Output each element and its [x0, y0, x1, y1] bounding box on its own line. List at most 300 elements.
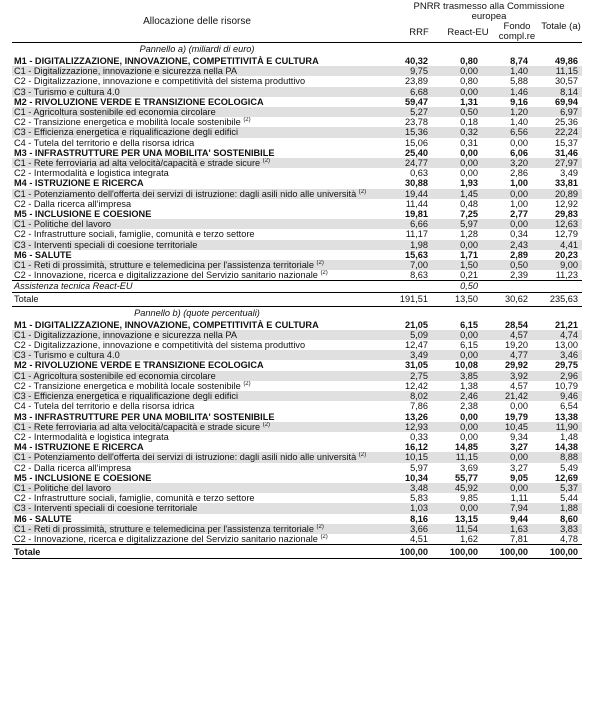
fondo-value: 2,86: [510, 168, 528, 179]
component-row-c1-potenziamento-dell-offerta-dei-serviz: [12, 452, 582, 462]
row-label-text: C2 - Innovazione, ricerca e digitalizzazione del Servizio sanitario nazionale: [14, 270, 318, 281]
row-label-text: Totale: [14, 546, 41, 557]
row-label: [12, 281, 382, 292]
totale-value: 6,97: [532, 107, 582, 117]
row-label-text: M1 - DIGITALIZZAZIONE, INNOVAZIONE, COMPETITIVITÀ E CULTURA: [14, 56, 319, 66]
rrf-value: 9,75: [382, 66, 432, 76]
header-col-react-eu: React-EU: [447, 27, 489, 38]
totale-value: 9,46: [532, 391, 582, 401]
row-label-text: C2 - Infrastrutture sociali, famiglie, comunità e terzo settore: [14, 493, 255, 504]
component-row-c1-rete-ferroviaria-ad-alta-velocit-capa: [12, 422, 582, 432]
fondo-value: 3,92: [482, 371, 532, 381]
rrf-value: 8,02: [382, 391, 432, 401]
empty-cell: [432, 43, 482, 56]
component-row-c1-reti-di-prossimit-strutture-e-telemed: [12, 524, 582, 534]
row-label: [12, 473, 382, 483]
fondo-value: 8,74: [510, 56, 528, 66]
panel-title-row: [12, 43, 582, 56]
rrf-value: 3,48: [382, 483, 432, 493]
fondo-value: 100,00: [482, 545, 532, 559]
rrf-value: 191,51: [382, 292, 432, 306]
rrf-value: 40,32: [405, 56, 428, 66]
row-label-text: C3 - Turismo e cultura 4.0: [14, 350, 120, 361]
mission-row-m2-rivoluzione-verde-e-transizione-ecolo: [12, 97, 582, 107]
totale-value: 4,78: [560, 533, 578, 544]
row-label: [12, 391, 382, 401]
totale-value: 235,63: [532, 292, 582, 306]
row-label-text: C1 - Reti di prossimità, strutture e telemedicina per l'assistenza territoriale: [14, 260, 314, 271]
totale-value: 11,15: [532, 66, 582, 76]
component-row-c2-dalla-ricerca-all-impresa: [12, 463, 582, 473]
row-label: [12, 240, 382, 250]
react-eu-value: 1,62: [460, 533, 478, 544]
react-eu-value: 0,00: [432, 158, 482, 168]
row-label: [12, 340, 382, 350]
row-label-text: C1 - Potenziamento dell'offerta dei servizi di istruzione: dagli asili nido alle università: [14, 188, 357, 199]
row-label: [12, 97, 382, 107]
rrf-value: 15,36: [382, 127, 432, 137]
fondo-value: 1,00: [510, 198, 528, 209]
fondo-value: 0,00: [510, 137, 528, 148]
rrf-value: 19,81: [405, 209, 428, 220]
rrf-value: 0,63: [410, 168, 428, 179]
row-label-text: C2 - Dalla ricerca all'impresa: [14, 198, 132, 209]
fondo-value: 2,39: [510, 270, 528, 281]
rrf-value: 7,00: [382, 260, 432, 270]
totale-value: 12,63: [532, 219, 582, 229]
row-label: [12, 107, 382, 117]
totale-value: 49,86: [555, 56, 578, 66]
totale-value: 29,83: [555, 209, 578, 220]
row-label-text: C2 - Transizione energetica e mobilità locale sostenibile: [14, 380, 241, 391]
row-label: [12, 209, 382, 219]
react-eu-value: 55,77: [455, 472, 478, 483]
fondo-value: 6,56: [482, 127, 532, 137]
totale-value: 4,74: [532, 330, 582, 340]
component-row-c1-politiche-del-lavoro: [12, 219, 582, 229]
react-eu-value: 0,00: [432, 87, 482, 97]
rrf-value: 8,16: [410, 513, 428, 524]
totale-value: 11,90: [532, 422, 582, 432]
totale-value: 33,81: [555, 178, 578, 189]
row-label: [12, 493, 382, 503]
rrf-value: 25,40: [405, 147, 428, 158]
allocation-table: [12, 43, 582, 559]
react-eu-value: 0,31: [460, 137, 478, 148]
fondo-value: 19,20: [505, 340, 528, 351]
totale-value: 4,41: [532, 240, 582, 250]
rrf-value: 21,05: [405, 319, 428, 330]
rrf-value: 19,44: [382, 189, 432, 199]
component-row-c2-digitalizzazione-innovazione-e-compet: [12, 340, 582, 350]
row-label-text: C1 - Rete ferroviaria ad alta velocità/capacità e strade sicure: [14, 421, 261, 432]
mission-row-m1-digitalizzazione-innovazione-competit: [12, 56, 582, 66]
row-label: [12, 219, 382, 229]
row-label: [12, 330, 382, 340]
react-eu-value: 6,15: [460, 340, 478, 351]
react-eu-value: 0,32: [432, 127, 482, 137]
fondo-value: 4,57: [482, 330, 532, 340]
footnote-marker: (2): [358, 188, 367, 195]
react-eu-value: 3,85: [432, 371, 482, 381]
fondo-value: 3,20: [482, 158, 532, 168]
mission-row-m5-inclusione-e-coesione: [12, 209, 582, 219]
header-col-fondo: Fondo compl.re: [498, 21, 536, 42]
component-row-c4-tutela-del-territorio-e-della-risorsa: [12, 401, 582, 411]
component-row-c2-infrastrutture-sociali-famiglie-comun: [12, 493, 582, 503]
fondo-value: 0,00: [482, 452, 532, 462]
fondo-value: 3,27: [510, 462, 528, 473]
component-row-c2-innovazione-ricerca-e-digitalizzazion: [12, 270, 582, 281]
react-eu-value: 0,48: [460, 198, 478, 209]
totale-value: 22,24: [532, 127, 582, 137]
rrf-value: 24,77: [382, 158, 432, 168]
component-row-c1-rete-ferroviaria-ad-alta-velocit-capa: [12, 158, 582, 168]
rrf-value: 1,98: [382, 240, 432, 250]
row-label-text: C1 - Politiche del lavoro: [14, 219, 112, 230]
component-row-c2-innovazione-ricerca-e-digitalizzazion: [12, 534, 582, 545]
fondo-value: 21,42: [482, 391, 532, 401]
component-row-c2-transizione-energetica-e-mobilit-loca: [12, 381, 582, 391]
fondo-value: 10,45: [482, 422, 532, 432]
rrf-value: [382, 281, 432, 292]
row-label: [12, 545, 382, 559]
mission-row-m2-rivoluzione-verde-e-transizione-ecolo: [12, 360, 582, 370]
rrf-value: 5,09: [382, 330, 432, 340]
row-label: [12, 117, 382, 127]
fondo-value: 29,92: [505, 360, 528, 371]
react-eu-value: 0,50: [432, 107, 482, 117]
row-label-text: M3 - INFRASTRUTTURE PER UNA MOBILITA' SOSTENIBILE: [14, 411, 275, 422]
fondo-value: 3,27: [510, 442, 528, 453]
row-label-text: Totale: [14, 294, 39, 305]
totale-value: 1,48: [560, 431, 578, 442]
fondo-value: 1,20: [482, 107, 532, 117]
component-row-c2-transizione-energetica-e-mobilit-loca: [12, 117, 582, 127]
table-body: [12, 43, 582, 559]
react-eu-value: 1,28: [460, 229, 478, 240]
rrf-value: 59,47: [405, 96, 428, 107]
react-eu-value: 11,54: [432, 524, 482, 534]
react-eu-value: 0,00: [460, 168, 478, 179]
mission-row-m1-digitalizzazione-innovazione-competit: [12, 320, 582, 330]
row-label-text: C2 - Intermodalità e logistica integrata: [14, 168, 169, 179]
row-label: [12, 534, 382, 545]
row-label-text: M4 - ISTRUZIONE E RICERCA: [14, 178, 144, 189]
rrf-value: 15,06: [405, 137, 428, 148]
component-row-c2-digitalizzazione-innovazione-e-compet: [12, 76, 582, 86]
row-label: [12, 168, 382, 178]
row-label-text: M4 - ISTRUZIONE E RICERCA: [14, 442, 144, 453]
footnote-marker: (2): [316, 260, 324, 266]
row-label-text: C1 - Politiche del lavoro: [14, 482, 112, 493]
mission-row-m3-infrastrutture-per-una-mobilita-soste: [12, 148, 582, 158]
totale-value: 5,37: [532, 483, 582, 493]
row-label-text: M3 - INFRASTRUTTURE PER UNA MOBILITA' SOSTENIBILE: [14, 147, 275, 158]
empty-cell: [482, 306, 532, 320]
row-label: [12, 422, 382, 432]
resource-allocation-sheet: [12, 2, 582, 559]
row-label: [12, 463, 382, 473]
footnote-marker: (2): [262, 421, 271, 428]
row-label: [12, 138, 382, 148]
react-eu-value: 13,50: [432, 292, 482, 306]
row-label-text: M5 - INCLUSIONE E COESIONE: [14, 472, 152, 483]
fondo-value: 0,00: [482, 189, 532, 199]
fondo-value: 9,05: [510, 472, 528, 483]
totale-value: 20,23: [555, 249, 578, 260]
react-eu-value: 1,31: [460, 96, 478, 107]
row-label: [12, 229, 382, 239]
fondo-value: 1,63: [482, 524, 532, 534]
react-eu-value: 0,00: [432, 66, 482, 76]
fondo-value: 7,94: [482, 503, 532, 513]
empty-cell: [382, 306, 432, 320]
row-label: [12, 412, 382, 422]
totale-value: 69,94: [555, 96, 578, 107]
row-label-text: C3 - Turismo e cultura 4.0: [14, 86, 120, 97]
row-label-text: M2 - RIVOLUZIONE VERDE E TRANSIZIONE ECOLOGICA: [14, 360, 264, 371]
react-eu-value: 0,00: [432, 240, 482, 250]
fondo-value: 0,00: [510, 401, 528, 412]
fondo-value: 5,88: [510, 76, 528, 87]
component-row-c2-intermodalit-e-logistica-integrata: [12, 432, 582, 442]
rrf-value: 2,75: [382, 371, 432, 381]
component-row-assistenza-tecnica-react-eu: [12, 281, 582, 292]
empty-cell: [382, 43, 432, 56]
component-row-c3-turismo-e-cultura-4-0: [12, 350, 582, 360]
row-label-text: C1 - Agricoltura sostenibile ed economia circolare: [14, 370, 216, 381]
fondo-value: 0,50: [482, 260, 532, 270]
row-label: [12, 442, 382, 452]
react-eu-value: 13,15: [455, 513, 478, 524]
rrf-value: 12,42: [405, 380, 428, 391]
mission-row-m3-infrastrutture-per-una-mobilita-soste: [12, 412, 582, 422]
row-label-text: C3 - Interventi speciali di coesione territoriale: [14, 503, 198, 514]
component-row-c3-efficienza-energetica-e-riqualificazi: [12, 391, 582, 401]
row-label: [12, 87, 382, 97]
fondo-value: 1,00: [510, 178, 528, 189]
rrf-value: 5,83: [410, 493, 428, 504]
react-eu-value: 1,38: [460, 380, 478, 391]
row-label: [12, 158, 382, 168]
totale-value: 2,96: [532, 371, 582, 381]
row-label: [12, 178, 382, 188]
row-label: [12, 260, 382, 270]
fondo-value: 1,40: [482, 66, 532, 76]
row-label-text: M1 - DIGITALIZZAZIONE, INNOVAZIONE, COMPETITIVITÀ E CULTURA: [14, 319, 319, 330]
row-label-text: C3 - Efficienza energetica e riqualificazione degli edifici: [14, 391, 239, 402]
react-eu-value: 1,71: [460, 249, 478, 260]
totale-value: 27,97: [532, 158, 582, 168]
rrf-value: 12,93: [382, 422, 432, 432]
react-eu-value: 14,85: [455, 442, 478, 453]
component-row-c2-dalla-ricerca-all-impresa: [12, 199, 582, 209]
react-eu-value: 0,21: [460, 270, 478, 281]
total-row-totale: [12, 545, 582, 559]
react-eu-value: 2,46: [432, 391, 482, 401]
row-label: [12, 371, 382, 381]
row-label-text: C2 - Digitalizzazione, innovazione e competitività del sistema produttivo: [14, 76, 306, 87]
rrf-value: 10,15: [382, 452, 432, 462]
rrf-value: 10,34: [405, 472, 428, 483]
row-label-text: M2 - RIVOLUZIONE VERDE E TRANSIZIONE ECOLOGICA: [14, 96, 264, 107]
row-label: [12, 524, 382, 534]
totale-value: 5,44: [560, 493, 578, 504]
fondo-value: [482, 281, 532, 292]
mission-row-m5-inclusione-e-coesione: [12, 473, 582, 483]
footnote-marker: (2): [358, 452, 367, 459]
header-col-rrf: RRF: [409, 27, 429, 38]
row-label: [12, 66, 382, 76]
row-label: [12, 270, 382, 281]
fondo-value: 7,81: [510, 533, 528, 544]
totale-value: 20,89: [532, 189, 582, 199]
row-label: [12, 189, 382, 199]
row-label: [12, 432, 382, 442]
fondo-value: 4,57: [510, 380, 528, 391]
fondo-value: 2,43: [482, 240, 532, 250]
row-label-text: C1 - Digitalizzazione, innovazione e sicurezza nella PA: [14, 66, 237, 77]
component-row-c1-digitalizzazione-innovazione-e-sicure: [12, 66, 582, 76]
row-label: [12, 360, 382, 370]
row-label-text: C2 - Intermodalità e logistica integrata: [14, 431, 169, 442]
row-label-text: C1 - Agricoltura sostenibile ed economia circolare: [14, 107, 216, 118]
row-label-text: C2 - Infrastrutture sociali, famiglie, comunità e terzo settore: [14, 229, 255, 240]
row-label-text: M6 - SALUTE: [14, 513, 72, 524]
rrf-value: 4,51: [410, 533, 428, 544]
react-eu-value: 0,00: [432, 422, 482, 432]
fondo-value: 9,44: [510, 513, 528, 524]
row-label-text: C1 - Reti di prossimità, strutture e telemedicina per l'assistenza territoriale: [14, 523, 314, 534]
total-row-totale: [12, 292, 582, 306]
component-row-c2-infrastrutture-sociali-famiglie-comun: [12, 229, 582, 239]
rrf-value: 23,89: [405, 76, 428, 87]
totale-value: 31,46: [555, 147, 578, 158]
react-eu-value: 9,85: [460, 493, 478, 504]
row-label: [12, 292, 382, 306]
react-eu-value: 0,50: [432, 281, 482, 292]
totale-value: 6,54: [560, 401, 578, 412]
rrf-value: 6,66: [382, 219, 432, 229]
rrf-value: 8,63: [410, 270, 428, 281]
react-eu-value: 0,80: [460, 76, 478, 87]
react-eu-value: 0,00: [460, 411, 478, 422]
totale-value: 14,38: [555, 442, 578, 453]
rrf-value: 30,88: [405, 178, 428, 189]
react-eu-value: 0,00: [432, 503, 482, 513]
totale-value: 3,49: [560, 168, 578, 179]
row-label-text: M5 - INCLUSIONE E COESIONE: [14, 209, 152, 220]
fondo-value: 0,00: [482, 483, 532, 493]
rrf-value: 11,44: [405, 198, 428, 209]
react-eu-value: 10,08: [455, 360, 478, 371]
rrf-value: 12,47: [405, 340, 428, 351]
footnote-marker: (2): [320, 270, 328, 277]
fondo-value: 9,16: [510, 96, 528, 107]
react-eu-value: 11,15: [432, 452, 482, 462]
mission-row-m4-istruzione-e-ricerca: [12, 178, 582, 188]
rrf-value: 3,66: [382, 524, 432, 534]
row-label: [12, 514, 382, 524]
react-eu-value: 1,45: [432, 189, 482, 199]
row-label-text: C1 - Rete ferroviaria ad alta velocità/capacità e strade sicure: [14, 158, 261, 169]
totale-value: 13,00: [555, 340, 578, 351]
totale-value: 1,88: [532, 503, 582, 513]
component-row-c3-interventi-speciali-di-coesione-terri: [12, 503, 582, 513]
react-eu-value: 1,50: [432, 260, 482, 270]
totale-value: 3,46: [532, 350, 582, 360]
totale-value: 12,92: [555, 198, 578, 209]
fondo-value: 30,62: [482, 292, 532, 306]
totale-value: 100,00: [532, 545, 582, 559]
fondo-value: 28,54: [505, 319, 528, 330]
row-label-text: M6 - SALUTE: [14, 249, 72, 260]
react-eu-value: 3,69: [460, 462, 478, 473]
totale-value: 11,23: [555, 270, 578, 281]
fondo-value: 6,06: [510, 147, 528, 158]
react-eu-value: 0,00: [460, 147, 478, 158]
fondo-value: 9,34: [510, 431, 528, 442]
mission-row-m4-istruzione-e-ricerca: [12, 442, 582, 452]
rrf-value: 3,49: [382, 350, 432, 360]
mission-row-m6-salute: [12, 250, 582, 260]
row-label-text: C1 - Potenziamento dell'offerta dei servizi di istruzione: dagli asili nido alle università: [14, 452, 357, 463]
component-row-c2-intermodalit-e-logistica-integrata: [12, 168, 582, 178]
row-label-text: C4 - Tutela del territorio e della risorsa idrica: [14, 137, 195, 148]
react-eu-value: 0,80: [460, 56, 478, 66]
totale-value: [532, 281, 582, 292]
totale-value: 13,38: [555, 411, 578, 422]
totale-value: 12,69: [555, 472, 578, 483]
fondo-value: 2,77: [510, 209, 528, 220]
component-row-c3-efficienza-energetica-e-riqualificazi: [12, 127, 582, 137]
footnote-marker: (2): [316, 523, 324, 530]
fondo-value: 1,46: [482, 87, 532, 97]
panel-title: Pannello b) (quote percentuali): [12, 306, 382, 320]
totale-value: 5,49: [560, 462, 578, 473]
fondo-value: 0,00: [482, 219, 532, 229]
react-eu-value: 0,00: [432, 350, 482, 360]
row-label-text: Assistenza tecnica React-EU: [14, 281, 133, 292]
row-label-text: C1 - Digitalizzazione, innovazione e sicurezza nella PA: [14, 329, 237, 340]
row-label: [12, 452, 382, 462]
rrf-value: 6,68: [382, 87, 432, 97]
rrf-value: 13,26: [405, 411, 428, 422]
component-row-c3-turismo-e-cultura-4-0: [12, 87, 582, 97]
totale-value: 12,79: [555, 229, 578, 240]
header-title: Allocazione delle risorse: [143, 16, 251, 27]
rrf-value: 1,03: [382, 503, 432, 513]
footnote-marker: (2): [243, 117, 251, 124]
react-eu-value: 5,97: [432, 219, 482, 229]
totale-value: 29,75: [555, 360, 578, 371]
row-label-text: C2 - Innovazione, ricerca e digitalizzazione del Servizio sanitario nazionale: [14, 533, 318, 544]
row-label: [12, 503, 382, 513]
totale-value: 3,83: [532, 524, 582, 534]
react-eu-value: 0,00: [432, 330, 482, 340]
totale-value: 8,88: [532, 452, 582, 462]
table-header: [12, 2, 582, 43]
rrf-value: 23,78: [405, 117, 428, 128]
react-eu-value: 0,00: [460, 431, 478, 442]
row-label: [12, 56, 382, 66]
panel-title-row: [12, 306, 582, 320]
fondo-value: 1,11: [510, 493, 528, 504]
react-eu-value: 45,92: [432, 483, 482, 493]
row-label: [12, 381, 382, 391]
fondo-value: 2,89: [510, 249, 528, 260]
